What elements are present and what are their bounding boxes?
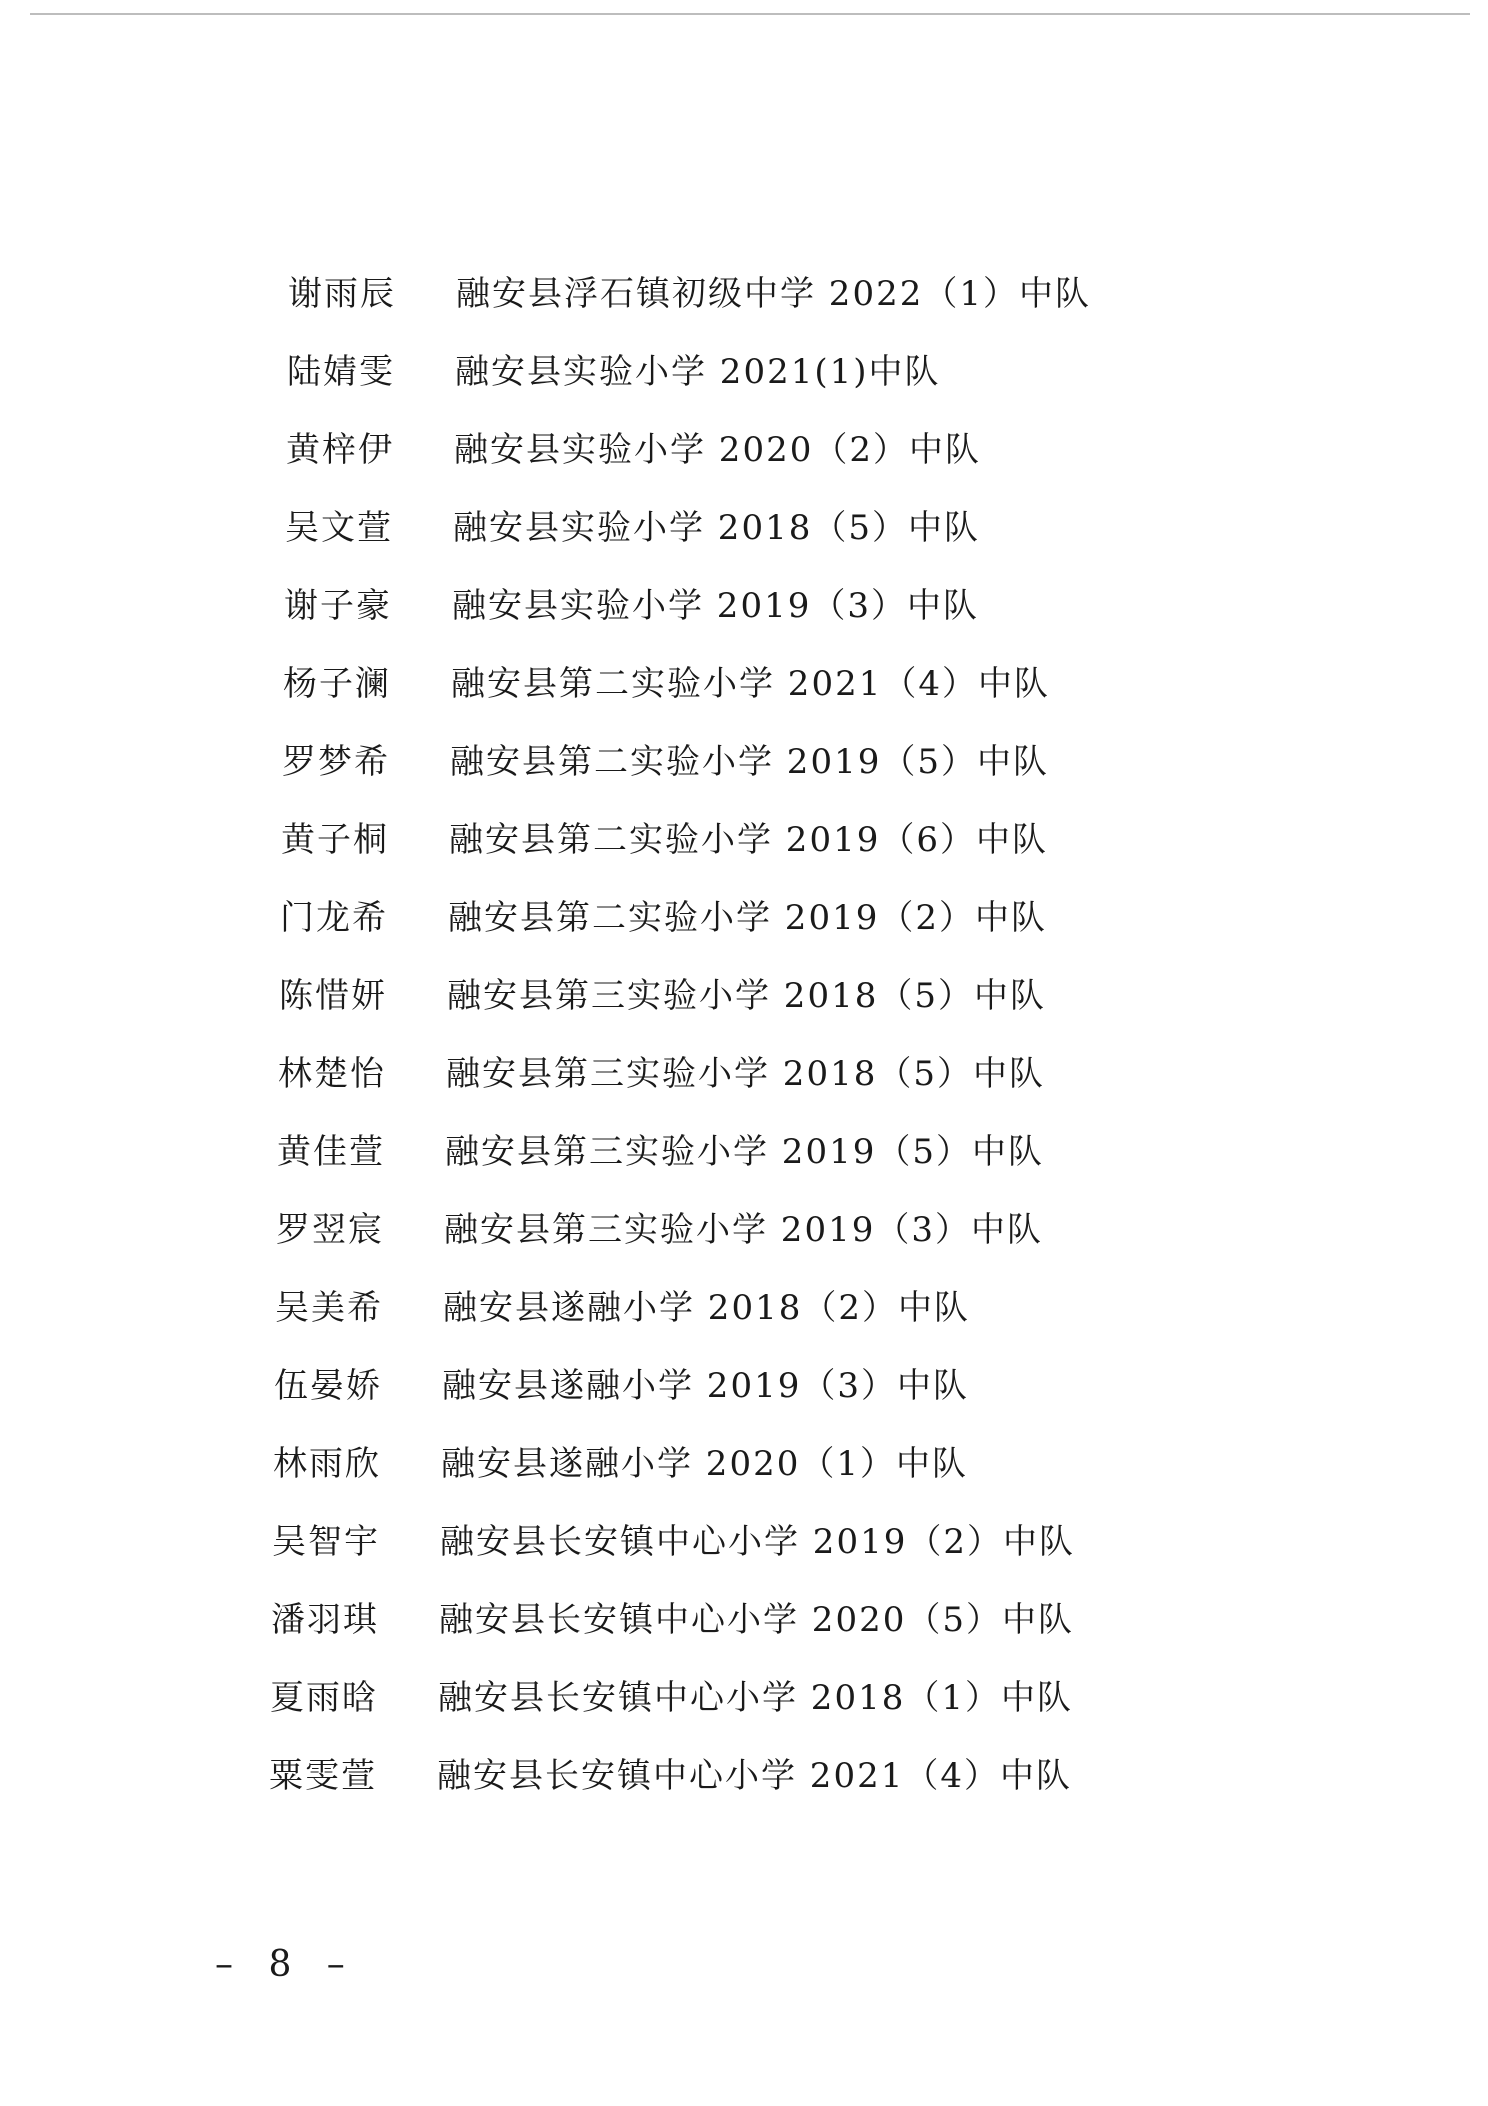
roster-row: [284, 572, 979, 632]
school-unit: 融安县长安镇中心小学 2019（2）中队: [440, 1521, 1075, 1562]
student-name: 杨子澜: [283, 663, 391, 704]
student-name: 黄梓伊: [286, 429, 394, 470]
student-name: 罗梦希: [282, 741, 390, 782]
student-name: 潘羽琪: [271, 1599, 379, 1640]
student-name: 陆婧雯: [287, 351, 395, 392]
school-unit: 融安县第二实验小学 2019（2）中队: [448, 897, 1047, 938]
school-unit: 融安县第三实验小学 2019（3）中队: [444, 1209, 1043, 1250]
student-name: 林雨欣: [273, 1443, 381, 1484]
roster-row: [274, 1352, 969, 1412]
school-unit: 融安县实验小学 2021(1)中队: [455, 351, 941, 392]
student-name: 谢雨辰: [288, 273, 396, 314]
roster-row: [281, 806, 1048, 866]
roster-row: [269, 1742, 1072, 1802]
roster-row: [278, 1040, 1045, 1100]
school-unit: 融安县长安镇中心小学 2018（1）中队: [438, 1677, 1073, 1718]
school-unit: 融安县第二实验小学 2019（6）中队: [449, 819, 1048, 860]
school-unit: 融安县长安镇中心小学 2021（4）中队: [437, 1755, 1072, 1796]
school-unit: 融安县遂融小学 2020（1）中队: [441, 1443, 968, 1484]
roster-row: [279, 962, 1046, 1022]
student-name: 门龙希: [280, 897, 388, 938]
roster-row: [287, 338, 941, 398]
student-name: 黄子桐: [281, 819, 389, 860]
school-unit: 融安县第三实验小学 2018（5）中队: [446, 1053, 1045, 1094]
student-name: 吴文萱: [285, 507, 393, 548]
student-name: 陈惜妍: [279, 975, 387, 1016]
student-name: 谢子豪: [284, 585, 392, 626]
roster-row: [286, 416, 981, 476]
roster-row: [270, 1664, 1073, 1724]
school-unit: 融安县长安镇中心小学 2020（5）中队: [439, 1599, 1074, 1640]
student-name: 夏雨晗: [270, 1677, 378, 1718]
school-unit: 融安县实验小学 2018（5）中队: [453, 507, 980, 548]
roster-row: [280, 884, 1047, 944]
school-unit: 融安县遂融小学 2019（3）中队: [442, 1365, 969, 1406]
student-name: 罗翌宸: [276, 1209, 384, 1250]
roster-row: [271, 1586, 1074, 1646]
roster-row: [288, 260, 1091, 320]
school-unit: 融安县遂融小学 2018（2）中队: [443, 1287, 970, 1328]
school-unit: 融安县第二实验小学 2019（5）中队: [450, 741, 1049, 782]
school-unit: 融安县第三实验小学 2018（5）中队: [447, 975, 1046, 1016]
roster-row: [285, 494, 980, 554]
school-unit: 融安县第三实验小学 2019（5）中队: [445, 1131, 1044, 1172]
school-unit: 融安县浮石镇初级中学 2022（1）中队: [456, 273, 1091, 314]
roster-row: [275, 1274, 970, 1334]
page-number: – 8 –: [215, 1944, 357, 1985]
student-name: 林楚怡: [278, 1053, 386, 1094]
roster-row: [277, 1118, 1044, 1178]
student-name: 吴智宇: [272, 1521, 380, 1562]
roster-row: [272, 1508, 1075, 1568]
roster-row: [273, 1430, 968, 1490]
student-name: 粟雯萱: [269, 1755, 377, 1796]
roster-row: [282, 728, 1049, 788]
school-unit: 融安县第二实验小学 2021（4）中队: [451, 663, 1050, 704]
student-name: 伍晏娇: [274, 1365, 382, 1406]
student-name: 吴美希: [275, 1287, 383, 1328]
roster-row: [276, 1196, 1043, 1256]
school-unit: 融安县实验小学 2020（2）中队: [454, 429, 981, 470]
roster-row: [283, 650, 1050, 710]
student-name: 黄佳萱: [277, 1131, 385, 1172]
school-unit: 融安县实验小学 2019（3）中队: [452, 585, 979, 626]
